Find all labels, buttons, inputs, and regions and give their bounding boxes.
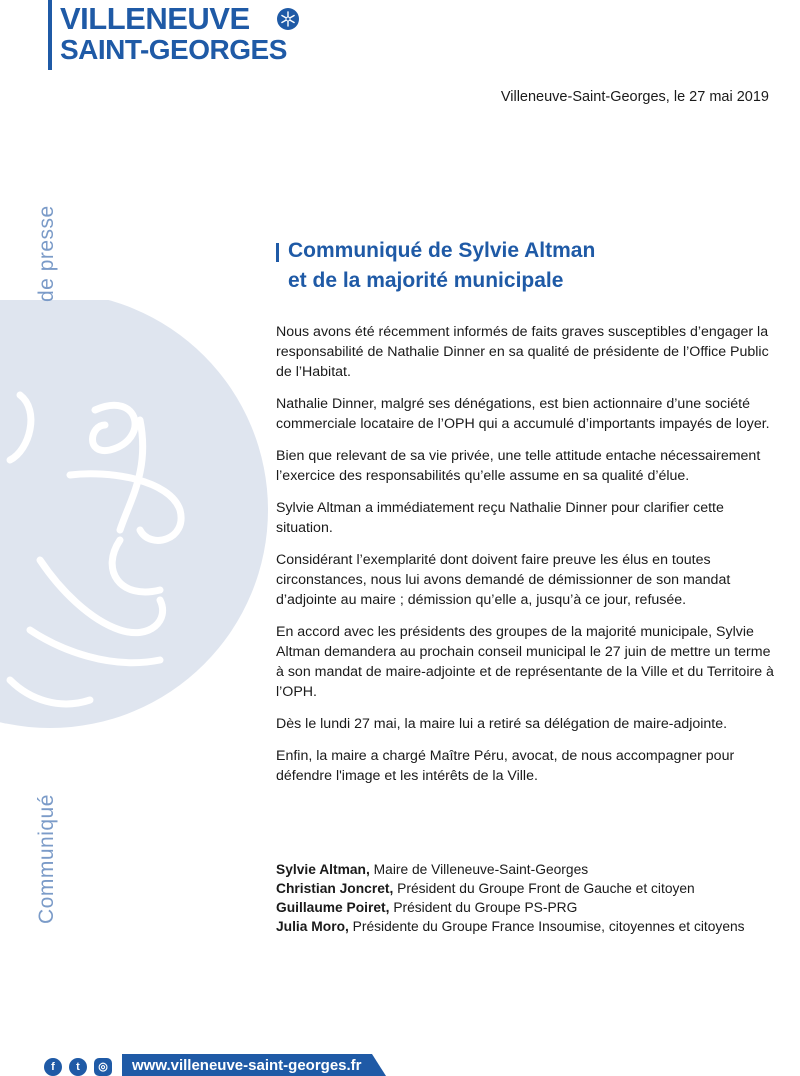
twitter-icon[interactable]: t <box>69 1058 87 1076</box>
facebook-icon[interactable]: f <box>44 1058 62 1076</box>
title-accent-bar <box>276 243 279 262</box>
title-line2: et de la majorité municipale <box>288 269 564 292</box>
press-release-body <box>276 322 776 798</box>
paragraph: Nathalie Dinner, malgré ses dénégations, est bien actionnaire d’une société commerciale locataire de l’OPH qui a accumulé d’importants impayés de loyer. <box>276 396 770 432</box>
signatories-list <box>276 860 796 936</box>
signatory-role: Président du Groupe PS-PRG <box>393 900 578 915</box>
snowflake-emblem-icon <box>277 8 299 30</box>
side-label-de-presse: de presse <box>35 205 58 302</box>
website-link[interactable]: www.villeneuve-saint-georges.fr <box>132 1057 362 1074</box>
logo-bar <box>48 0 52 70</box>
instagram-icon[interactable]: ◎ <box>94 1058 112 1076</box>
side-label-communique: Communiqué <box>35 794 58 924</box>
paragraph: Sylvie Altman a immédiatement reçu Nathalie Dinner pour clarifier cette situation. <box>276 500 724 536</box>
signatory-role: Président du Groupe Front de Gauche et citoyen <box>397 881 695 896</box>
signatory <box>276 879 796 898</box>
logo-line1: VILLENEUVE <box>60 1 250 36</box>
signatory-name: Christian Joncret, <box>276 881 394 896</box>
paragraph: Considérant l’exemplarité dont doivent faire preuve les élus en toutes circonstances, nous lui avons demandé de démissionner de son mandat d’adjointe au maire ; démission qu’elle a, jusqu’à ce jour, refusée. <box>276 552 731 608</box>
signatory-name: Julia Moro, <box>276 919 349 934</box>
signatory-name: Guillaume Poiret, <box>276 900 390 915</box>
signatory <box>276 917 796 936</box>
page-title <box>288 236 595 296</box>
title-line1: Communiqué de Sylvie Altman <box>288 239 596 262</box>
signatory-role: Présidente du Groupe France Insoumise, citoyennes et citoyens <box>352 919 745 934</box>
document-date: Villeneuve-Saint-Georges, le 27 mai 2019 <box>500 89 769 105</box>
paragraph: Enfin, la maire a chargé Maître Péru, avocat, de nous accompagner pour défendre l'image et les intérêts de la Ville. <box>276 748 735 784</box>
decorative-emblem-watermark <box>0 300 270 730</box>
paragraph: Nous avons été récemment informés de faits graves susceptibles d’engager la responsabilité de Nathalie Dinner en sa qualité de présidente de l’Office Public de l’Habitat. <box>276 324 769 380</box>
paragraph: Bien que relevant de sa vie privée, une telle attitude entache nécessairement l’exercice des responsabilités qu’elle assume en sa qualité d’élue. <box>276 448 761 484</box>
signatory <box>276 860 796 879</box>
logo-line2: SAINT-GEORGES <box>60 34 287 65</box>
signatory <box>276 898 796 917</box>
paragraph: Dès le lundi 27 mai, la maire lui a retiré sa délégation de maire-adjointe. <box>276 716 728 732</box>
signatory-name: Sylvie Altman, <box>276 862 370 877</box>
signatory-role: Maire de Villeneuve-Saint-Georges <box>373 862 589 877</box>
paragraph: En accord avec les présidents des groupes de la majorité municipale, Sylvie Altman demandera au prochain conseil municipal le 27 juin de mettre un terme à son mandat de maire-adjointe et de représentante de la Ville et du Territoire à l’OPH. <box>276 624 774 700</box>
